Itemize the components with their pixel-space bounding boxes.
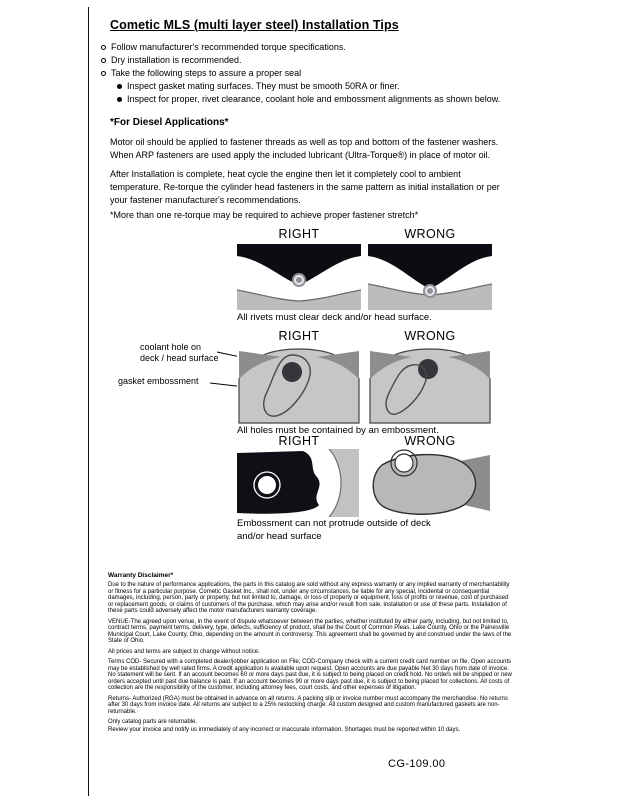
tip-item-label: Follow manufacturer's recommended torque specifications. — [111, 42, 346, 52]
circle-bullet-icon — [101, 58, 106, 63]
diesel-paragraph-1: Motor oil should be applied to fastener threads as well as top and bottom of the fastener washers. When ARP fasteners are used apply the included lubricant (Ultra-Torque®) in place of motor oil. — [110, 137, 499, 160]
disclaimer-paragraph: Terms COD- Secured with a completed dealer/jobber application on File, COD-Company check with a current credit card number on file. Open accounts may be established by well rated firms. A credit application is available upon request. Open accounts are due payable Net 30 days from date of invoice. No statement will be sent. If an account becomes 60 or more days past due, it is subject to being placed on credit hold. No orders will be shipped or new orders accepted until past due balance is paid. If an account becomes 90 or more days past due, it is subject to being placed for collections. All costs of collection are the responsibility of the customer, including attorney fees, court costs, and other expenses of litigation. — [108, 659, 512, 691]
diagram-coolant-hole-wrong — [368, 345, 492, 425]
disclaimer-paragraph: VENUE-The agreed upon venue, in the event of dispute whatsoever between the parties, whether instituted by either party, including, but not limited to, contract terms, payment terms, delivery, type, defects, sufficiency of product, shall be the Court of Common Pleas, Lake County, Ohio or the Painesville Municipal Court, Lake County, Ohio, depending on the amount in controversy. This agreement shall be governed by and construed under the laws of the State of Ohio. — [108, 618, 512, 644]
disclaimer-paragraph: Returns- Authorized (RGA) must be obtained in advance on all returns. A packing slip or invoice number must accompany the merchandise. No returns after 30 days from invoice date. All returns are subject to a 25% restocking charge. All custom designed and custom manufactured gaskets are non-returnable. — [108, 695, 508, 715]
bolt-hole-icon — [258, 476, 276, 494]
page-left-rule — [88, 7, 89, 796]
diagram-rivet-clearance-right — [237, 244, 361, 310]
tip-sub-item — [117, 80, 531, 93]
retorque-note: *More than one re-torque may be required to achieve proper fastener stretch* — [110, 210, 419, 220]
dot-bullet-icon — [117, 84, 122, 89]
row3-wrong-label: WRONG — [404, 434, 456, 448]
diagram-embossment-right — [237, 449, 359, 517]
tip-sub-item — [117, 93, 531, 106]
diesel-paragraph-2: After Installation is complete, heat cycle the engine then let it completely cool to ambient temperature. Re-torque the cylinder head fasteners in the same pattern as initial installation or per your fastener manufacturer's recommendations. — [110, 169, 500, 205]
tip-item — [101, 41, 531, 54]
tip-item-label: Dry installation is recommended. — [111, 55, 242, 65]
tips-list — [101, 41, 531, 106]
tip-item — [101, 67, 531, 80]
diesel-applications-heading: *For Diesel Applications* — [110, 117, 229, 128]
tip-item — [101, 54, 531, 67]
coolant-hole-icon — [418, 359, 438, 379]
disclaimer-paragraph: Review your invoice and notify us immediately of any incorrect or inaccurate information. Shortages must be reported within 10 days. — [108, 726, 461, 733]
disclaimer-paragraph: All prices and terms are subject to change without notice. — [108, 648, 260, 655]
gasket-embossment-annotation: gasket embossment — [118, 376, 199, 386]
page-title: Cometic MLS (multi layer steel) Installation Tips — [110, 18, 399, 32]
disclaimer-paragraph: Only catalog parts are returnable. — [108, 719, 198, 725]
disclaimer-paragraph: Due to the nature of performance applications, the parts in this catalog are sold without any express warranty or any implied warranty of merchantability or fitness for a particular purpose. Cometic Gasket Inc., shall not, under any circumstances, be liable for any special, incidental or consequential damages, including, person, party or property, but not limited to, damage, or loss of property or equipment, loss of profits or revenue, cost of purchased or replacement goods, or claims of customers of the purchase, which may arise and/or result from sale, installation or use of these parts. Installation of these parts could adversely affect the motor manufacturers warranty coverage. — [108, 582, 510, 614]
row2-right-label: RIGHT — [278, 329, 320, 343]
row3-caption: Embossment can not protrude outside of deck and/or head surface — [237, 518, 431, 542]
row2-caption: All holes must be contained by an embossment. — [237, 425, 439, 436]
row1-wrong-label: WRONG — [404, 227, 456, 241]
diagram-rivet-clearance-wrong — [368, 244, 492, 310]
diagram-embossment-wrong — [368, 449, 490, 517]
bolt-hole-icon — [395, 454, 413, 472]
row1-right-label: RIGHT — [278, 227, 320, 241]
row1-caption: All rivets must clear deck and/or head surface. — [237, 312, 432, 323]
coolant-hole-annotation: coolant hole on deck / head surface — [140, 342, 219, 363]
diagram-coolant-hole-right — [237, 345, 361, 425]
page-code: CG-109.00 — [388, 758, 446, 770]
circle-bullet-icon — [101, 45, 106, 50]
coolant-hole-icon — [282, 362, 302, 382]
row3-right-label: RIGHT — [278, 434, 320, 448]
disclaimer-heading: Warranty Disclaimer* — [108, 572, 174, 579]
row2-wrong-label: WRONG — [404, 329, 456, 343]
dot-bullet-icon — [117, 97, 122, 102]
circle-bullet-icon — [101, 71, 106, 76]
warranty-disclaimer — [108, 572, 512, 734]
tip-item-label: Take the following steps to assure a proper seal — [111, 68, 302, 78]
tip-sub-item-label: Inspect for proper, rivet clearance, coolant hole and embossment alignments as shown below. — [127, 94, 501, 104]
tip-sub-item-label: Inspect gasket mating surfaces. They must be smooth 50RA or finer. — [127, 81, 400, 91]
